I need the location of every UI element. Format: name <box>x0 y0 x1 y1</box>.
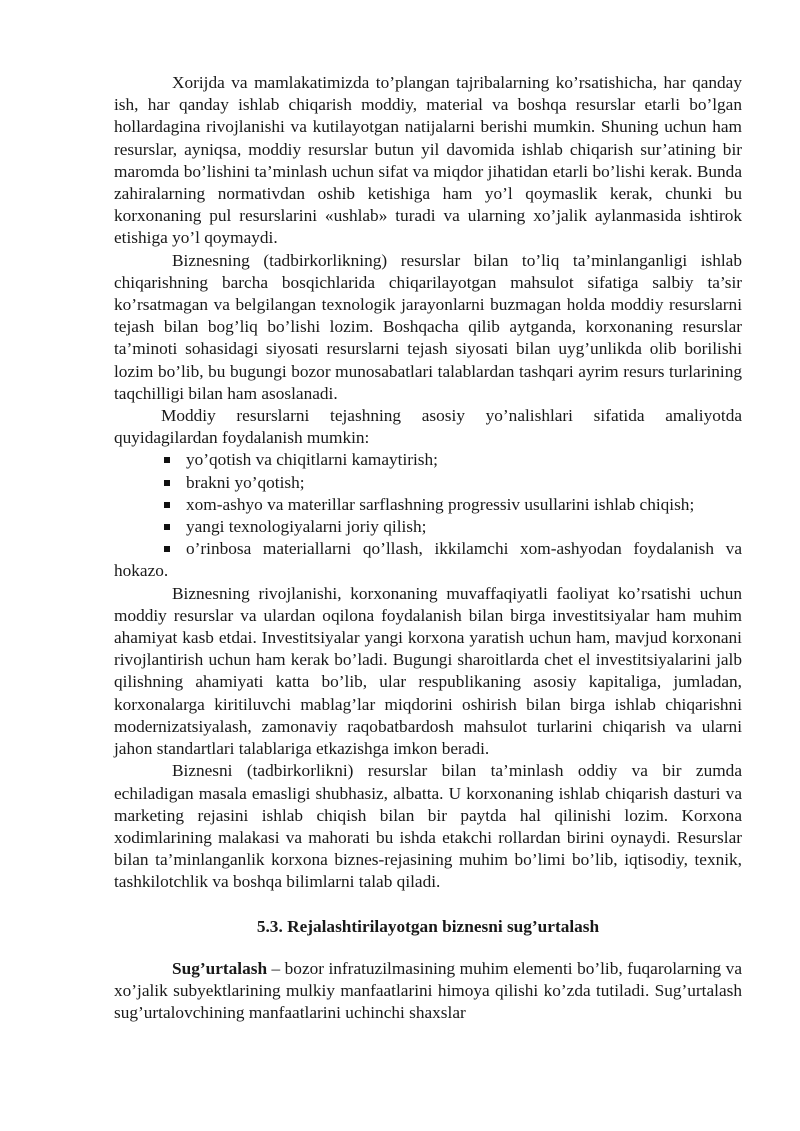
square-bullet-icon <box>164 480 170 486</box>
list-item: xom-ashyo va materillar sarflashning progressiv usullarini ishlab chiqish; <box>114 494 742 516</box>
paragraph-resource-management: Biznesni (tadbirkorlikni) resurslar bilan ta’minlash oddiy va bir zumda echiladigan masala emasligi shubhasiz, albatta. U korxonaning ishlab chiqarish dasturi va marketing rejasini ishlab chiqish bilan bir paytda hal qilinishi lozim. Korxona xodimlarining malakasi va mahorati bu ishda etakchi rollardan birini oynaydi. Resurslar bilan ta’minlanganlik korxona biznes-rejasining muhim bo’limi bo’lib, iqtisodiy, texnik, tashkilotchlik va boshqa bilimlarni talab qiladi. <box>114 761 742 892</box>
list-item: yo’qotish va chiqitlarni kamaytirish; <box>114 449 742 471</box>
square-bullet-icon <box>164 546 170 552</box>
square-bullet-icon <box>164 502 170 508</box>
section-heading: 5.3. Rejalashtirilayotgan biznesni sug’urtalash <box>256 916 600 936</box>
list-item: brakni yo’qotish; <box>114 472 742 494</box>
definition-text: – bozor infratuzilmasining muhim elementi bo’lib, fuqarolarning va xo’jalik subyektlarining mulkiy manfaatlarini himoya qilishi ko’zda tutiladi. Sug’urtalash sug’urtalovchining manfaatlarini uchinchi shaxslar <box>114 958 742 1023</box>
document-page <box>114 72 742 1024</box>
list-item: o’rinbosa materiallarni qo’llash, ikkilamchi xom-ashyodan foydalanish va hokazo. <box>114 539 742 581</box>
paragraph-insurance-definition <box>114 958 742 1025</box>
defined-term: Sug’urtalash <box>172 958 268 978</box>
paragraph-resources-intro: Xorijda va mamlakatimizda to’plangan tajribalarning ko’rsatishicha, har qanday ish, har qanday ishlab chiqarish moddiy, material va boshqa resurslar etarli bo’lgan hollardagina rivojlanishi va kutilayotgan natijalarni berishi mumkin. Shuning uchun ham resurslar, ayniqsa, moddiy resurslar butun yil davomida ishlab chiqarish sur’atining bir maromda bo’lishini ta’minlash uchun sifat va miqdor jihatidan etarli bo’lishi kerak. Bunda zahiralarning normativdan oshib ketishiga ham yo’l qoymaslik kerak, chunki bu korxonaning pul resurslarini «ushlab» turadi va ularning xo’jalik aylanmasida ishtirok etishiga yo’l qoymaydi. <box>114 73 742 248</box>
square-bullet-icon <box>164 524 170 530</box>
paragraph-resource-provision: Biznesning (tadbirkorlikning) resurslar bilan to’liq ta’minlanganligi ishlab chiqarishning barcha bosqichlarida chiqarilayotgan mahsulot sifatiga salbiy ta’sir ko’rsatmagan va belgilangan texnologik jarayonlarni buzmagan holda moddiy resurslarni tejash bilan bog’liq bo’lishi lozim. Boshqacha qilib aytganda, korxonaning resurslar ta’minoti sohasidagi siyosati resurslarni tejash siyosati bilan uyg’unlikda olib borilishi lozim bo’lib, bu bugungi bozor munosabatlari talablardan tashqari ayrim resurs turlarining taqchilligi bilan ham asoslanadi. <box>114 250 742 403</box>
paragraph-investments: Biznesning rivojlanishi, korxonaning muvaffaqiyatli faoliyat ko’rsatishi uchun moddiy resurslar va ulardan oqilona foydalanish bilan birga investitsiyalar ham muhim ahamiyat kasb etdai. Investitsiyalar yangi korxona yaratish uchun ham, mavjud korxonani rivojlantirish uchun ham kerak bo’ladi. Bugungi sharoitlarda chet el investitsiyalarini jalb qilishning ahamiyati katta bo’lib, ular respublikaning asosiy kapitaliga, jumladan, korxonalarga kiritiluvchi mablag’lar miqdorini oshirish bilan birga ishlab chiqarishni modernizatsiyalash, zamonaviy raqobatbardosh mahsulot turlarini chiqarish va ularni jahon standartlari talablariga etkazishga imkon beradi. <box>114 583 742 759</box>
paragraph-saving-directions: Moddiy resurslarni tejashning asosiy yo’nalishlari sifatida amaliyotda quyidagilardan foydalanish mumkin: <box>114 406 742 448</box>
list-item: yangi texnologiyalarni joriy qilish; <box>114 516 742 538</box>
bullet-list <box>114 449 742 582</box>
square-bullet-icon <box>164 457 170 463</box>
